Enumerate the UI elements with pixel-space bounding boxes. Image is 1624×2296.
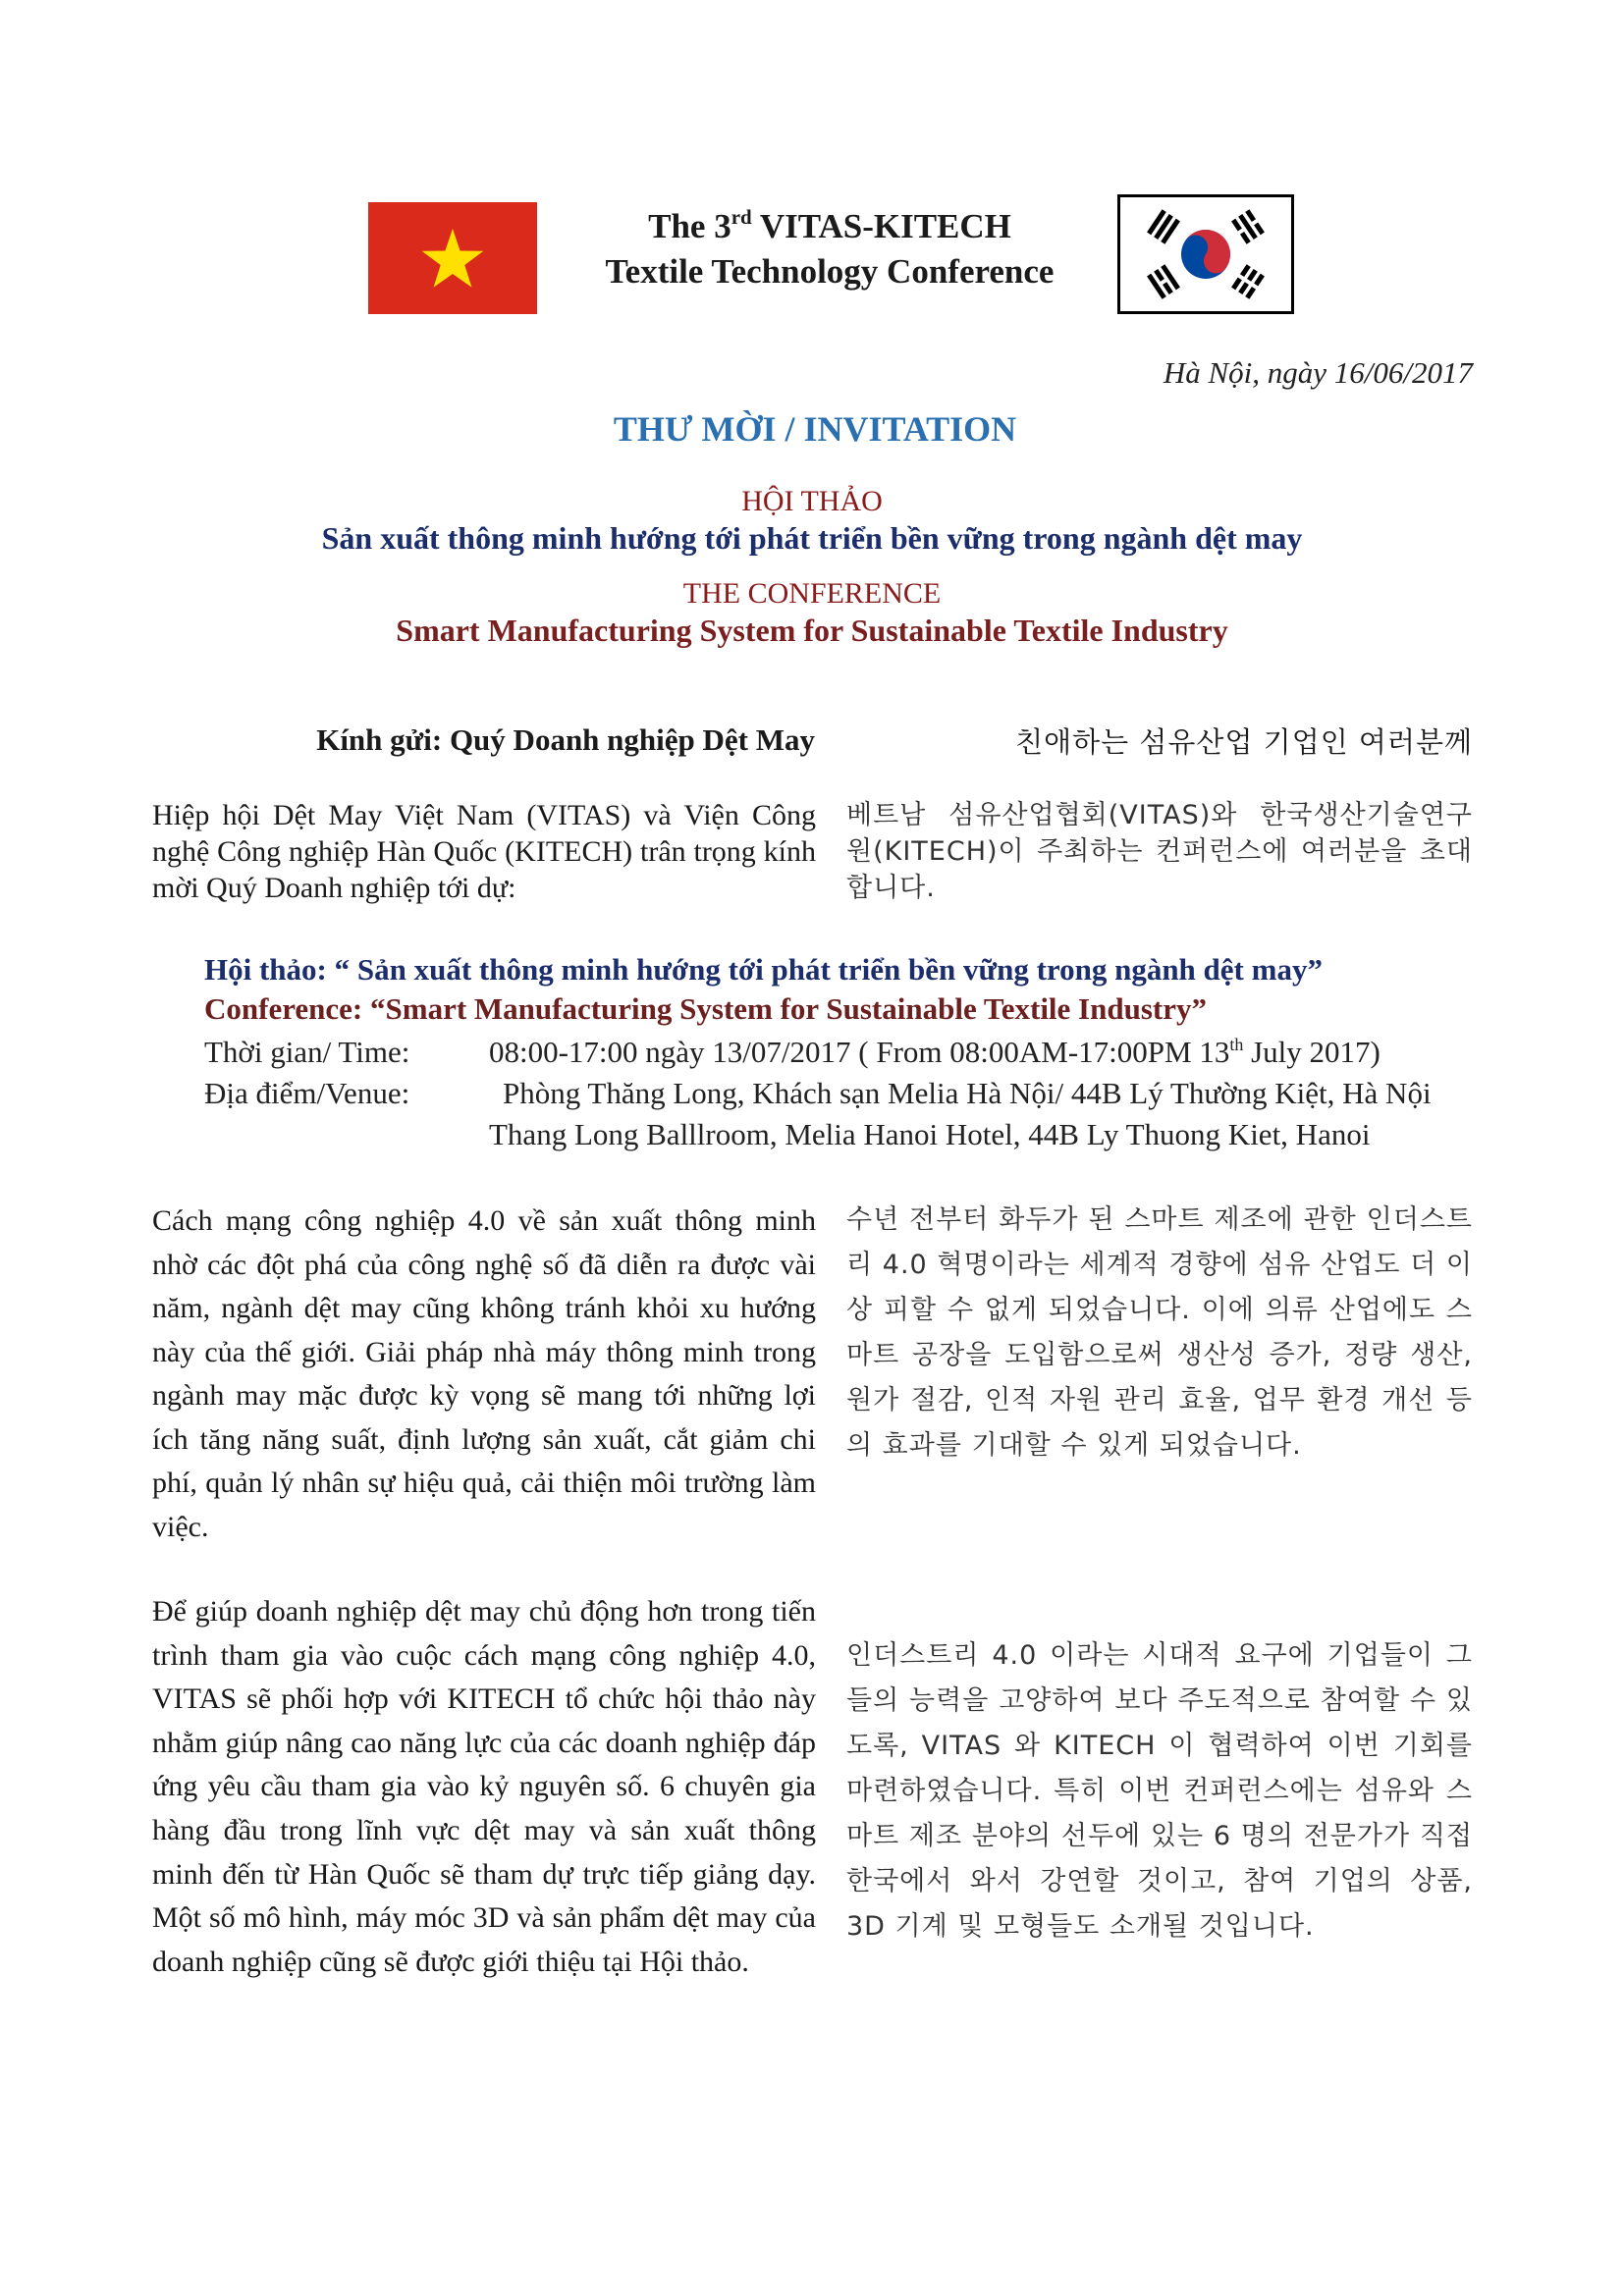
greeting-korean: 친애하는 섬유산업 기업인 여러분께 [1015, 725, 1473, 759]
document-date: Hà Nội, ngày 16/06/2017 [1163, 355, 1473, 390]
invitation-heading: THƯ MỜI / INVITATION [613, 409, 1017, 449]
greeting-vietnamese: Kính gửi: Quý Doanh nghiệp Dệt May [316, 722, 815, 757]
paragraph-2-vietnamese: Để giúp doanh nghiệp dệt may chủ động hơn trong tiến trình tham gia vào cuộc cách mạng công nghiệp 4.0, VITAS sẽ phối hợp với KITECH tổ chức hội thảo này nhằm giúp nâng cao năng lực của các doanh nghiệp đáp ứng yêu cầu tham gia vào kỷ nguyên số. 6 chuyên gia hàng đầu trong lĩnh vực dệt may và sản xuất thông minh đến từ Hàn Quốc sẽ tham dự trực tiếp giảng dạy. Một số mô hình, máy móc 3D và sản phẩm dệt may của doanh nghiệp cũng sẽ được giới thiệu tại Hội thảo. [152, 1595, 816, 1978]
paragraph-2-korean: 인더스트리 4.0 이라는 시대적 요구에 기업들이 그들의 능력을 고양하여 보다 주도적으로 참여할 수 있도록, VITAS 와 KITECH 이 협력하여 이번 기회를 마련하였습니다. 특히 이번 컨퍼런스에는 섬유와 스마트 제조 분야의 선두에 있는 6 명의 전문가가 직접 한국에서 와서 강연할 것이고, 참여 기업의 상품, 3D 기계 및 모형들도 소개될 것입니다. [846, 1640, 1473, 1942]
vietnamese-title: Sản xuất thông minh hướng tới phát triển bền vững trong ngành dệt may [321, 520, 1303, 556]
hoi-thao-label: HỘI THẢO [741, 485, 883, 517]
korea-flag-taegeuk-icon [1120, 197, 1291, 311]
english-title: Smart Manufacturing System for Sustainable Textile Industry [396, 613, 1228, 648]
time-row [204, 1033, 1481, 1071]
paragraph-1-vietnamese: Cách mạng công nghiệp 4.0 về sản xuất thông minh nhờ các đột phá của công nghệ số đã diễn ra được vài năm, ngành dệt may cũng không tránh khỏi xu hướng này của thế giới. Giải pháp nhà máy thông minh trong ngành may mặc được kỳ vọng sẽ mang tới những lợi ích tăng năng suất, định lượng sản xuất, cắt giảm chi phí, quản lý nhân sự hiệu quả, cải thiện môi trường làm việc. [152, 1204, 816, 1543]
vietnam-flag-star-icon [368, 202, 537, 314]
time-label: Thời gian/ Time: [204, 1035, 410, 1069]
venue-english: Thang Long Balllroom, Melia Hanoi Hotel, 44B Ly Thuong Kiet, Hanoi [489, 1117, 1371, 1151]
korea-flag [1117, 194, 1294, 314]
conference-title [550, 204, 1110, 294]
venue-label: Địa điểm/Venue: [204, 1076, 410, 1110]
time-value: 08:00-17:00 ngày 13/07/2017 ( From 08:00AM-17:00PM 13th July 2017) [489, 1035, 1380, 1069]
venue-row [204, 1074, 1481, 1112]
venue-vietnamese: Phòng Thăng Long, Khách sạn Melia Hà Nội/ 44B Lý Thường Kiệt, Hà Nội [503, 1076, 1432, 1110]
paragraph-1-korean: 수년 전부터 화두가 된 스마트 제조에 관한 인더스트리 4.0 혁명이라는 세계적 경향에 섬유 산업도 더 이상 피할 수 없게 되었습니다. 이에 의류 산업에도 스마트 공장을 도입함으로써 생산성 증가, 정량 생산, 원가 절감, 인적 자원 관리 효율, 업무 환경 개선 등의 효과를 기대할 수 있게 되었습니다. [846, 1204, 1473, 1461]
conference-line-english: Conference: “Smart Manufacturing System for Sustainable Textile Industry” [204, 991, 1207, 1026]
venue-english-row [204, 1115, 1481, 1153]
the-conference-label: THE CONFERENCE [682, 577, 942, 610]
intro-korean: 베트남 섬유산업협회(VITAS)와 한국생산기술연구원(KITECH)이 주최하는 컨퍼런스에 여러분을 초대합니다. [846, 800, 1473, 903]
conference-line-vietnamese: Hội thảo: “ Sản xuất thông minh hướng tới phát triển bền vững trong ngành dệt may” [204, 952, 1323, 987]
intro-vietnamese: Hiệp hội Dệt May Việt Nam (VITAS) và Viện Công nghệ Công nghiệp Hàn Quốc (KITECH) trân trọng kính mời Quý Doanh nghiệp tới dự: [152, 799, 816, 904]
vietnam-flag [368, 202, 537, 314]
conference-title-line2: Textile Technology Conference [605, 252, 1055, 291]
conference-title-line1: The 3rd VITAS-KITECH [648, 205, 1011, 245]
